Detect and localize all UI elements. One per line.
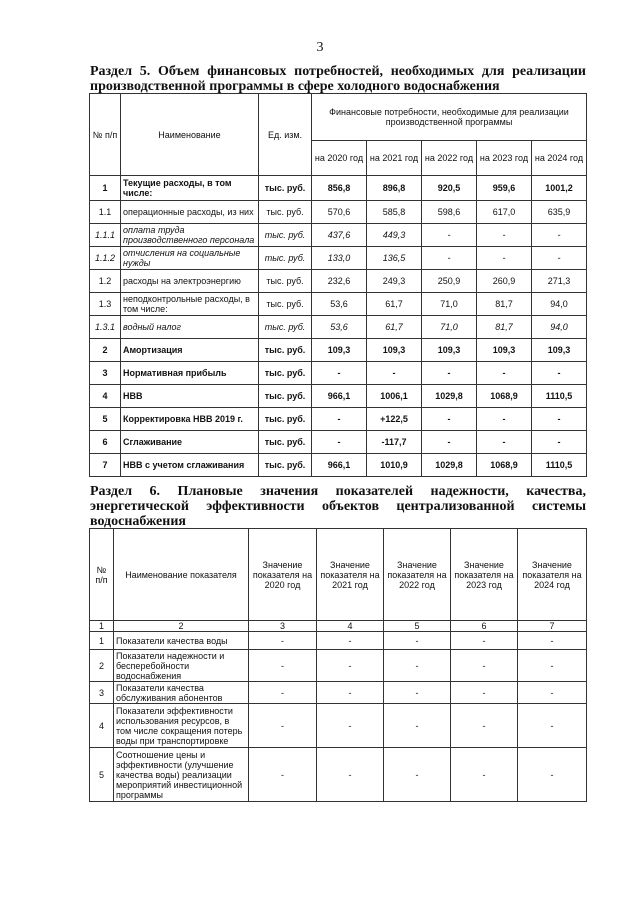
- row-value: -: [422, 247, 477, 270]
- row-name: НВВ с учетом сглаживания: [121, 454, 259, 477]
- row-value: 94,0: [532, 293, 587, 316]
- row-value: 109,3: [532, 339, 587, 362]
- row-value: 1110,5: [532, 385, 587, 408]
- row-name: Нормативная прибыль: [121, 362, 259, 385]
- row-value: -: [477, 362, 532, 385]
- table-row: [90, 408, 587, 431]
- header-year-2023: на 2023 год: [477, 141, 532, 176]
- row-indicator-name: Показатели надежности и бесперебойности водоснабжения: [114, 650, 249, 682]
- row-value: -: [422, 224, 477, 247]
- row-value: -: [422, 362, 477, 385]
- row-value: 1029,8: [422, 385, 477, 408]
- row-value: -: [532, 408, 587, 431]
- row-value: -: [422, 431, 477, 454]
- row-value: 271,3: [532, 270, 587, 293]
- row-value: -: [384, 632, 451, 650]
- row-value: -: [384, 682, 451, 704]
- header-value-2024: Значение показателя на 2024 год: [518, 529, 587, 621]
- row-value: -117,7: [367, 431, 422, 454]
- row-value: -: [249, 748, 317, 802]
- row-number: 3: [90, 362, 121, 385]
- row-value: -: [451, 748, 518, 802]
- row-value: -: [249, 704, 317, 748]
- row-value: 920,5: [422, 176, 477, 201]
- header-value-2021: Значение показателя на 2021 год: [317, 529, 384, 621]
- row-number: 6: [90, 431, 121, 454]
- header-unit: Ед. изм.: [259, 94, 312, 176]
- table-row: [90, 247, 587, 270]
- column-number: 1: [90, 621, 114, 632]
- row-value: -: [317, 650, 384, 682]
- row-name: отчисления на социальные нужды: [121, 247, 259, 270]
- section6-title: Раздел 6. Плановые значения показателей надежности, качества, энергетической эффективности объектов централизованной системы водоснабжения: [90, 484, 586, 529]
- table-row: [90, 224, 587, 247]
- row-value: -: [518, 632, 587, 650]
- row-name: расходы на электроэнергию: [121, 270, 259, 293]
- row-value: -: [312, 362, 367, 385]
- column-number: 4: [317, 621, 384, 632]
- row-value: 959,6: [477, 176, 532, 201]
- row-value: 53,6: [312, 293, 367, 316]
- row-number: 5: [90, 748, 114, 802]
- row-value: -: [317, 682, 384, 704]
- row-value: 635,9: [532, 201, 587, 224]
- row-value: -: [312, 431, 367, 454]
- row-value: -: [312, 408, 367, 431]
- row-value: -: [532, 431, 587, 454]
- row-name: операционные расходы, из них: [121, 201, 259, 224]
- table-row: [90, 176, 587, 201]
- row-value: 966,1: [312, 385, 367, 408]
- row-number: 4: [90, 704, 114, 748]
- row-value: 449,3: [367, 224, 422, 247]
- table-row: [90, 339, 587, 362]
- table-row: [90, 704, 587, 748]
- row-indicator-name: Показатели качества воды: [114, 632, 249, 650]
- row-value: -: [422, 408, 477, 431]
- row-unit: тыс. руб.: [259, 408, 312, 431]
- row-value: 585,8: [367, 201, 422, 224]
- row-value: 1010,9: [367, 454, 422, 477]
- row-name: Сглаживание: [121, 431, 259, 454]
- row-indicator-name: Соотношение цены и эффективности (улучшение качества воды) реализации мероприятий инвестиционной программы: [114, 748, 249, 802]
- row-value: -: [384, 704, 451, 748]
- table-row: [90, 431, 587, 454]
- row-value: 250,9: [422, 270, 477, 293]
- table-row: [90, 385, 587, 408]
- row-value: 109,3: [422, 339, 477, 362]
- table-row: [90, 362, 587, 385]
- header-year-2021: на 2021 год: [367, 141, 422, 176]
- row-value: 856,8: [312, 176, 367, 201]
- row-value: 232,6: [312, 270, 367, 293]
- row-value: 109,3: [477, 339, 532, 362]
- column-number: 2: [114, 621, 249, 632]
- table-row: [90, 748, 587, 802]
- row-value: -: [477, 408, 532, 431]
- row-unit: тыс. руб.: [259, 454, 312, 477]
- row-value: -: [532, 362, 587, 385]
- row-value: -: [317, 632, 384, 650]
- row-number: 1.1.2: [90, 247, 121, 270]
- row-value: 136,5: [367, 247, 422, 270]
- table-row: [90, 316, 587, 339]
- row-value: -: [477, 247, 532, 270]
- row-unit: тыс. руб.: [259, 247, 312, 270]
- row-value: -: [451, 682, 518, 704]
- row-value: 598,6: [422, 201, 477, 224]
- table-row: [90, 270, 587, 293]
- row-number: 1.3.1: [90, 316, 121, 339]
- row-number: 7: [90, 454, 121, 477]
- table-row: [90, 454, 587, 477]
- row-value: -: [477, 224, 532, 247]
- row-value: -: [477, 431, 532, 454]
- row-unit: тыс. руб.: [259, 339, 312, 362]
- indicators-table: [89, 528, 587, 802]
- row-value: 896,8: [367, 176, 422, 201]
- row-value: 61,7: [367, 293, 422, 316]
- column-number: 5: [384, 621, 451, 632]
- row-value: 1110,5: [532, 454, 587, 477]
- section5-title: Раздел 5. Объем финансовых потребностей, необходимых для реализации производственной программы в сфере холодного водоснабжения: [90, 64, 586, 94]
- row-value: -: [249, 650, 317, 682]
- table-row: [90, 632, 587, 650]
- row-value: 94,0: [532, 316, 587, 339]
- row-name: НВВ: [121, 385, 259, 408]
- row-indicator-name: Показатели эффективности использования ресурсов, в том числе сокращения потерь воды при транспортировке: [114, 704, 249, 748]
- row-value: 109,3: [367, 339, 422, 362]
- row-value: 437,6: [312, 224, 367, 247]
- row-value: -: [518, 682, 587, 704]
- row-value: -: [518, 748, 587, 802]
- row-value: +122,5: [367, 408, 422, 431]
- row-value: 1068,9: [477, 454, 532, 477]
- row-value: -: [532, 247, 587, 270]
- row-value: -: [249, 632, 317, 650]
- header-num: № п/п: [90, 529, 114, 621]
- row-value: -: [384, 650, 451, 682]
- row-value: 260,9: [477, 270, 532, 293]
- row-value: 53,6: [312, 316, 367, 339]
- row-unit: тыс. руб.: [259, 224, 312, 247]
- row-number: 1.1: [90, 201, 121, 224]
- header-indicator-name: Наименование показателя: [114, 529, 249, 621]
- row-unit: тыс. руб.: [259, 201, 312, 224]
- header-num: № п/п: [90, 94, 121, 176]
- row-value: 617,0: [477, 201, 532, 224]
- row-number: 1.1.1: [90, 224, 121, 247]
- row-value: -: [451, 704, 518, 748]
- row-unit: тыс. руб.: [259, 316, 312, 339]
- header-value-2022: Значение показателя на 2022 год: [384, 529, 451, 621]
- column-number: 6: [451, 621, 518, 632]
- row-number: 1: [90, 632, 114, 650]
- row-value: 109,3: [312, 339, 367, 362]
- row-unit: тыс. руб.: [259, 176, 312, 201]
- row-value: 81,7: [477, 293, 532, 316]
- row-value: -: [317, 704, 384, 748]
- row-value: -: [317, 748, 384, 802]
- row-name: оплата труда производственного персонала: [121, 224, 259, 247]
- table-row: [90, 650, 587, 682]
- row-value: -: [367, 362, 422, 385]
- row-name: Текущие расходы, в том числе:: [121, 176, 259, 201]
- row-value: -: [518, 704, 587, 748]
- row-value: -: [451, 632, 518, 650]
- row-number: 2: [90, 339, 121, 362]
- row-number: 1.3: [90, 293, 121, 316]
- row-number: 4: [90, 385, 121, 408]
- row-name: Корректировка НВВ 2019 г.: [121, 408, 259, 431]
- header-financial-needs: Финансовые потребности, необходимые для реализации производственной программы: [312, 94, 587, 141]
- row-value: 249,3: [367, 270, 422, 293]
- row-value: 133,0: [312, 247, 367, 270]
- row-value: -: [451, 650, 518, 682]
- row-unit: тыс. руб.: [259, 362, 312, 385]
- column-number: 7: [518, 621, 587, 632]
- table-row: [90, 293, 587, 316]
- row-value: 1068,9: [477, 385, 532, 408]
- row-value: -: [532, 224, 587, 247]
- table-row: [90, 201, 587, 224]
- header-name: Наименование: [121, 94, 259, 176]
- header-value-2023: Значение показателя на 2023 год: [451, 529, 518, 621]
- row-value: -: [384, 748, 451, 802]
- row-value: 61,7: [367, 316, 422, 339]
- row-value: 81,7: [477, 316, 532, 339]
- page-number: 3: [316, 40, 324, 55]
- row-number: 2: [90, 650, 114, 682]
- row-name: Амортизация: [121, 339, 259, 362]
- header-year-2020: на 2020 год: [312, 141, 367, 176]
- row-number: 1.2: [90, 270, 121, 293]
- header-year-2022: на 2022 год: [422, 141, 477, 176]
- row-value: 71,0: [422, 316, 477, 339]
- row-value: -: [518, 650, 587, 682]
- financial-needs-table: [89, 93, 587, 477]
- row-number: 3: [90, 682, 114, 704]
- row-value: 1006,1: [367, 385, 422, 408]
- row-unit: тыс. руб.: [259, 431, 312, 454]
- row-indicator-name: Показатели качества обслуживания абонентов: [114, 682, 249, 704]
- row-name: неподконтрольные расходы, в том числе:: [121, 293, 259, 316]
- row-value: 966,1: [312, 454, 367, 477]
- row-number: 5: [90, 408, 121, 431]
- row-name: водный налог: [121, 316, 259, 339]
- row-unit: тыс. руб.: [259, 270, 312, 293]
- row-value: -: [249, 682, 317, 704]
- row-value: 570,6: [312, 201, 367, 224]
- header-year-2024: на 2024 год: [532, 141, 587, 176]
- column-number: 3: [249, 621, 317, 632]
- row-value: 1029,8: [422, 454, 477, 477]
- row-number: 1: [90, 176, 121, 201]
- row-unit: тыс. руб.: [259, 293, 312, 316]
- header-value-2020: Значение показателя на 2020 год: [249, 529, 317, 621]
- table-row: [90, 682, 587, 704]
- row-unit: тыс. руб.: [259, 385, 312, 408]
- row-value: 71,0: [422, 293, 477, 316]
- row-value: 1001,2: [532, 176, 587, 201]
